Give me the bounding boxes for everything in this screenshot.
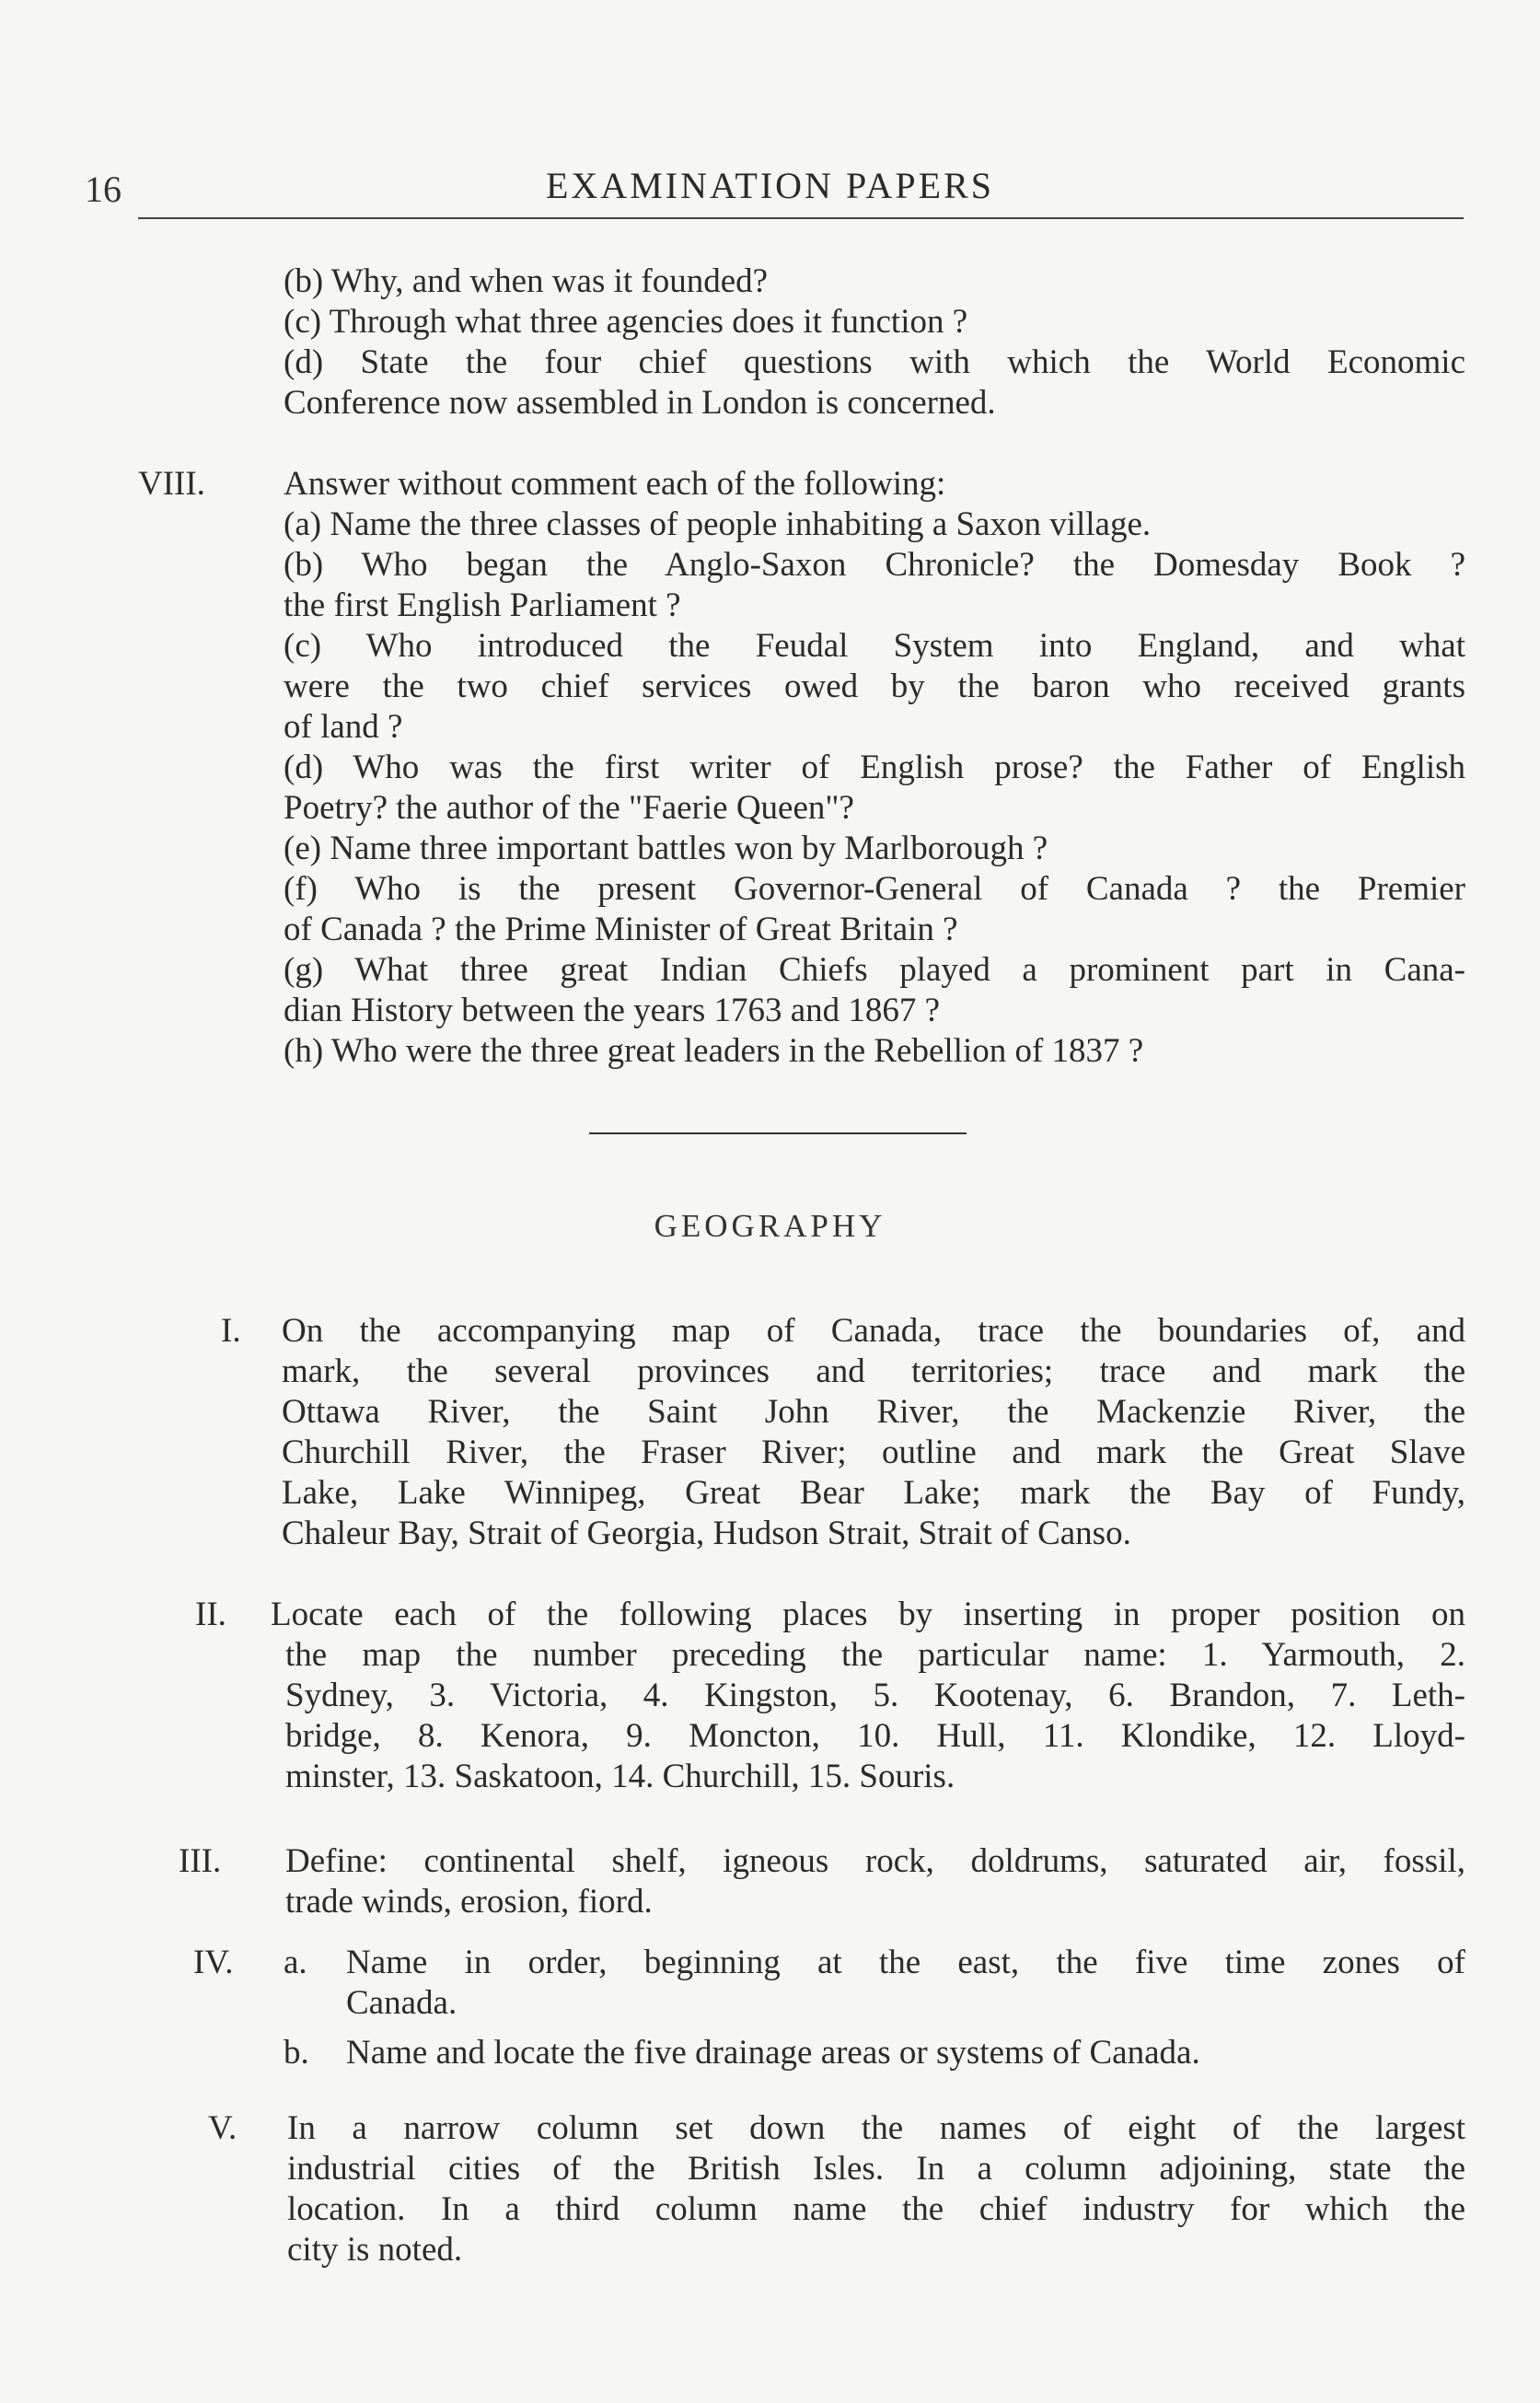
question-line: In a narrow column set down the names of eight of the largest — [287, 2109, 1465, 2147]
question-line: (f) Who is the present Governor-General of Canada ? the Premier — [284, 870, 1465, 908]
question-number: VIII. — [138, 465, 205, 503]
question-number: IV. — [193, 1944, 234, 1981]
sub-question-label: a. — [284, 1944, 307, 1981]
question-number: II. — [195, 1596, 226, 1633]
question-line: Canada. — [346, 1984, 457, 2022]
question-line: Sydney, 3. Victoria, 4. Kingston, 5. Kootenay, 6. Brandon, 7. Leth- — [285, 1677, 1465, 1714]
question-number: I. — [221, 1312, 241, 1350]
question-line: Name in order, beginning at the east, the five time zones of — [346, 1944, 1465, 1981]
running-title: EXAMINATION PAPERS — [545, 165, 995, 206]
question-line: Chaleur Bay, Strait of Georgia, Hudson Strait, Strait of Canso. — [282, 1515, 1131, 1552]
question-line: the map the number preceding the particular name: 1. Yarmouth, 2. — [285, 1636, 1465, 1674]
question-line: (c) Through what three agencies does it function ? — [284, 303, 968, 341]
question-line: (b) Who began the Anglo-Saxon Chronicle? the Domesday Book ? — [284, 546, 1465, 584]
question-line: dian History between the years 1763 and 1867 ? — [284, 992, 941, 1029]
question-line: Define: continental shelf, igneous rock, doldrums, saturated air, fossil, — [285, 1842, 1465, 1880]
question-line: bridge, 8. Kenora, 9. Moncton, 10. Hull, 11. Klondike, 12. Lloyd- — [285, 1717, 1465, 1755]
question-line: of land ? — [284, 708, 403, 746]
question-line: (a) Name the three classes of people inhabiting a Saxon village. — [284, 505, 1152, 543]
header-rule — [138, 217, 1464, 219]
question-number: III. — [179, 1842, 222, 1880]
question-line: Conference now assembled in London is concerned. — [284, 384, 996, 422]
question-line: Poetry? the author of the "Faerie Queen"? — [284, 789, 854, 827]
question-line: (c) Who introduced the Feudal System into England, and what — [284, 627, 1465, 665]
question-line: (d) State the four chief questions with which the World Economic — [284, 343, 1465, 381]
question-line: Churchill River, the Fraser River; outline and mark the Great Slave — [282, 1434, 1465, 1471]
question-line: the first English Parliament ? — [284, 586, 681, 624]
section-divider — [589, 1132, 967, 1134]
question-line: trade winds, erosion, fiord. — [285, 1883, 653, 1921]
section-title: GEOGRAPHY — [654, 1208, 886, 1244]
question-line: Ottawa River, the Saint John River, the Mackenzie River, the — [282, 1393, 1465, 1431]
question-line: On the accompanying map of Canada, trace the boundaries of, and — [282, 1312, 1465, 1350]
question-number: V. — [208, 2109, 237, 2147]
question-line: (b) Why, and when was it founded? — [284, 262, 769, 300]
question-line: mark, the several provinces and territories; trace and mark the — [282, 1352, 1465, 1390]
question-line: city is noted. — [287, 2231, 463, 2269]
question-line: (d) Who was the first writer of English prose? the Father of English — [284, 749, 1465, 786]
question-line: (g) What three great Indian Chiefs played a prominent part in Cana- — [284, 951, 1465, 989]
question-line: Name and locate the five drainage areas or systems of Canada. — [346, 2034, 1200, 2072]
question-line: of Canada ? the Prime Minister of Great Britain ? — [284, 911, 958, 948]
question-line: industrial cities of the British Isles. In a column adjoining, state the — [287, 2150, 1465, 2188]
page-number: 16 — [85, 168, 122, 210]
question-line: Lake, Lake Winnipeg, Great Bear Lake; mark the Bay of Fundy, — [282, 1474, 1465, 1512]
question-line: location. In a third column name the chief industry for which the — [287, 2190, 1465, 2228]
question-line: minster, 13. Saskatoon, 14. Churchill, 15. Souris. — [285, 1758, 955, 1795]
question-line: (e) Name three important battles won by Marlborough ? — [284, 830, 1048, 867]
question-line: (h) Who were the three great leaders in the Rebellion of 1837 ? — [284, 1032, 1144, 1070]
sub-question-label: b. — [284, 2034, 309, 2072]
question-line: Locate each of the following places by inserting in proper position on — [271, 1596, 1465, 1633]
question-line: Answer without comment each of the following: — [284, 465, 946, 503]
question-line: were the two chief services owed by the baron who received grants — [284, 668, 1465, 705]
